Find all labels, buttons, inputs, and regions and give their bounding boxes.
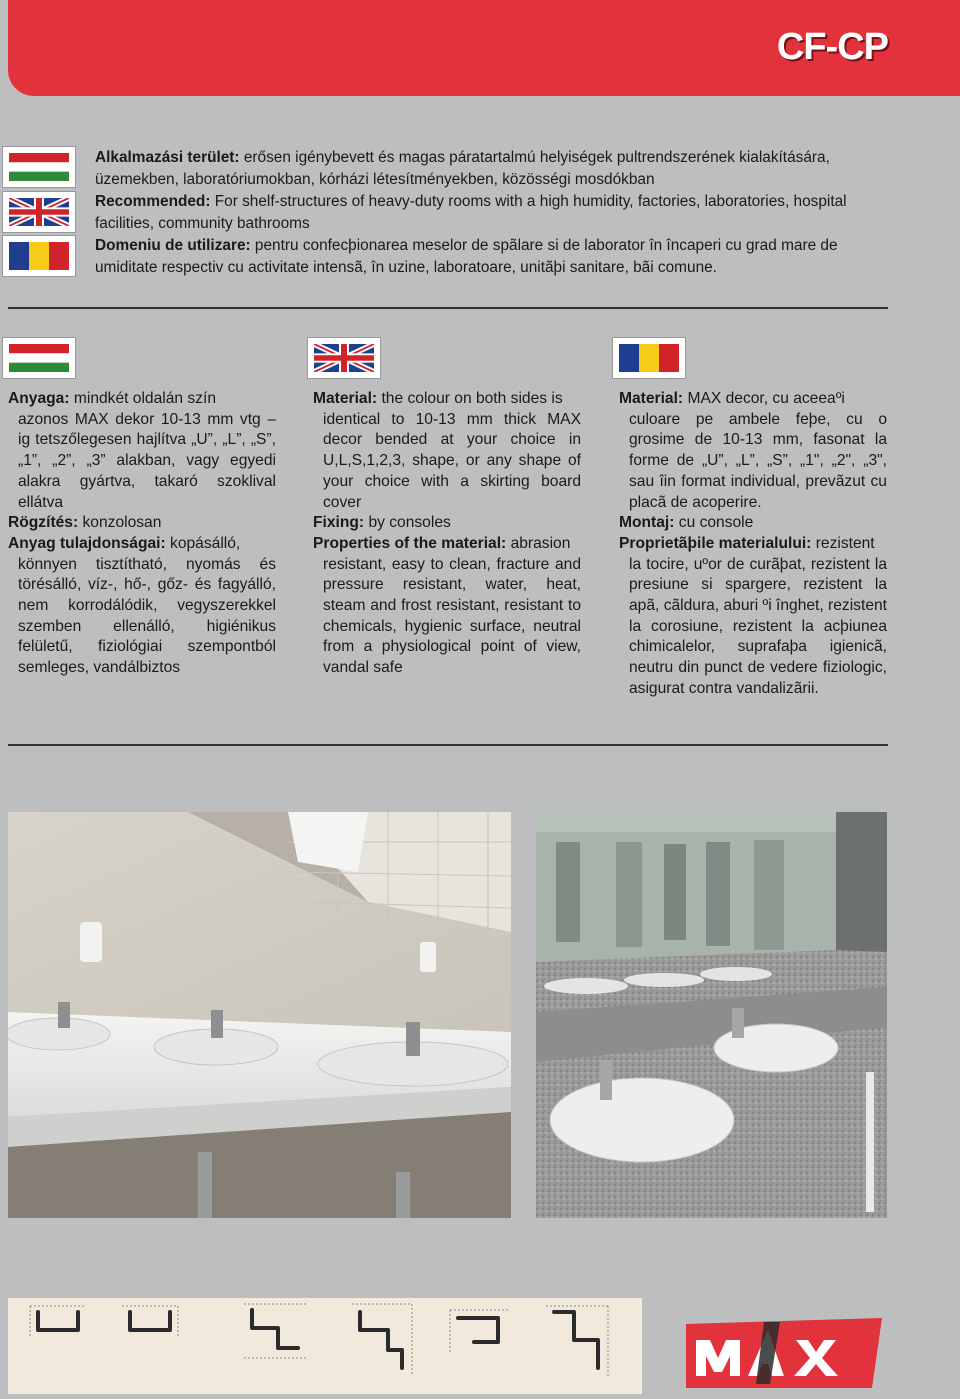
en-fixing: Fixing: by consoles xyxy=(313,514,451,532)
header-band xyxy=(8,0,960,96)
shape-u2-icon xyxy=(130,1312,170,1330)
shape-3-icon xyxy=(554,1312,598,1368)
photo-granite-washbasins xyxy=(536,812,887,1218)
hu-material: Anyaga: mindkét oldalán szín xyxy=(8,390,217,407)
hu-fixing: Rögzítés: konzolosan xyxy=(8,514,162,532)
flag-uk-icon xyxy=(307,337,381,379)
hu-properties: Anyag tulajdonságai: kopásálló, xyxy=(8,534,241,552)
column-en: Material: the colour on both sides is identical to 10-13 mm thick MAX decor bended at your choice in U,L,S,1,2,3, shape, or any shape of your choice with a skirting board cover Fixing: by consoles Properties of the material: abrasion resistant, easy to clean, fracture and pressure resistant, water, heat, steam and frost resistant, resistant to chemicals, hygienic surface, neutral from a physiological point of view, vandal safe xyxy=(313,390,581,677)
intro-ro: Domeniu de utilizare: pentru confecþionarea meselor de spãlare si de laborator în încaperi cu grad mare de umiditate respectiv cu activitate intensã, în uzine, laboratoare, unitãþi sanitare, bãi comune. xyxy=(95,237,838,276)
ro-properties: Proprietãþile materialului: rezistent xyxy=(619,534,875,552)
flag-hu-icon xyxy=(2,337,76,379)
en-material: Material: the colour on both sides is xyxy=(313,390,563,407)
intro-en: Recommended: For shelf-structures of heavy-duty rooms with a high humidity, factories, laboratories, hospital facilities, community bathrooms xyxy=(95,193,847,232)
column-hu: Anyaga: mindkét oldalán szín azonos MAX dekor 10-13 mm vtg – ig tetszőlegesen hajlítva „U”, „L”, „S”, „1”, „2”, „3” alakban, vagy egyedi alakra gyártva, takaró szoklival ellátva Rögzítés: konzolosan Anyag tulajdonságai: kopásálló, könnyen tisztítható, nyomás és törésálló, víz-, hő-, gőz- és fagyálló, nem korrodálódik, vegyszerekkel szemben ellenálló, higiénikus felületű, fiziológiai szempontból semleges, vandálbiztos xyxy=(8,390,276,677)
flag-uk-icon xyxy=(2,191,76,233)
ro-fixing: Montaj: cu console xyxy=(619,514,754,532)
flag-hu-icon xyxy=(2,146,76,188)
en-properties: Properties of the material: abrasion xyxy=(313,534,571,552)
shape-s-icon xyxy=(252,1310,298,1348)
intro-text xyxy=(95,147,890,279)
photo-white-washbasins xyxy=(8,812,511,1218)
shape-s2-icon xyxy=(360,1312,402,1368)
shape-2-icon xyxy=(458,1318,498,1342)
shapes-diagram xyxy=(8,1298,642,1394)
intro-hu: Alkalmazási terület: erősen igénybevett és magas páratartalmú helyiségek pultrendszerének kialakítására, üzemekben, laboratóriumokban, kórházi létesítményekben, közösségi mosdókban xyxy=(95,149,830,188)
column-ro: Material: MAX decor, cu aceeaºi culoare pe ambele feþe, cu o grosime de 10-13 mm, fasonat la forme de „U”, „L”, „S”, „1", „2", „3", sau îin format individual, prevãzut cu placã de acoperire. Montaj: cu console Proprietãþile materialului: rezistent la tocire, uºor de curãþat, rezistent la presiune si spargere, rezistent la apã, cãldura, aburi ºi înghet, rezistent la corosiune, rezistent la acþiunea chimicalelor, suprafaþa igienicã, neutru din punct de vedere fiziologic, asigurat contra vandalizãrii. xyxy=(619,390,887,697)
divider-top xyxy=(8,307,888,309)
max-logo xyxy=(686,1318,886,1388)
flag-ro-icon xyxy=(2,235,76,277)
divider-bottom xyxy=(8,744,888,746)
page-title: CF-CP xyxy=(776,26,888,68)
shape-u-icon xyxy=(38,1312,78,1330)
ro-material: Material: MAX decor, cu aceeaºi xyxy=(619,390,845,407)
flag-ro-icon xyxy=(612,337,686,379)
